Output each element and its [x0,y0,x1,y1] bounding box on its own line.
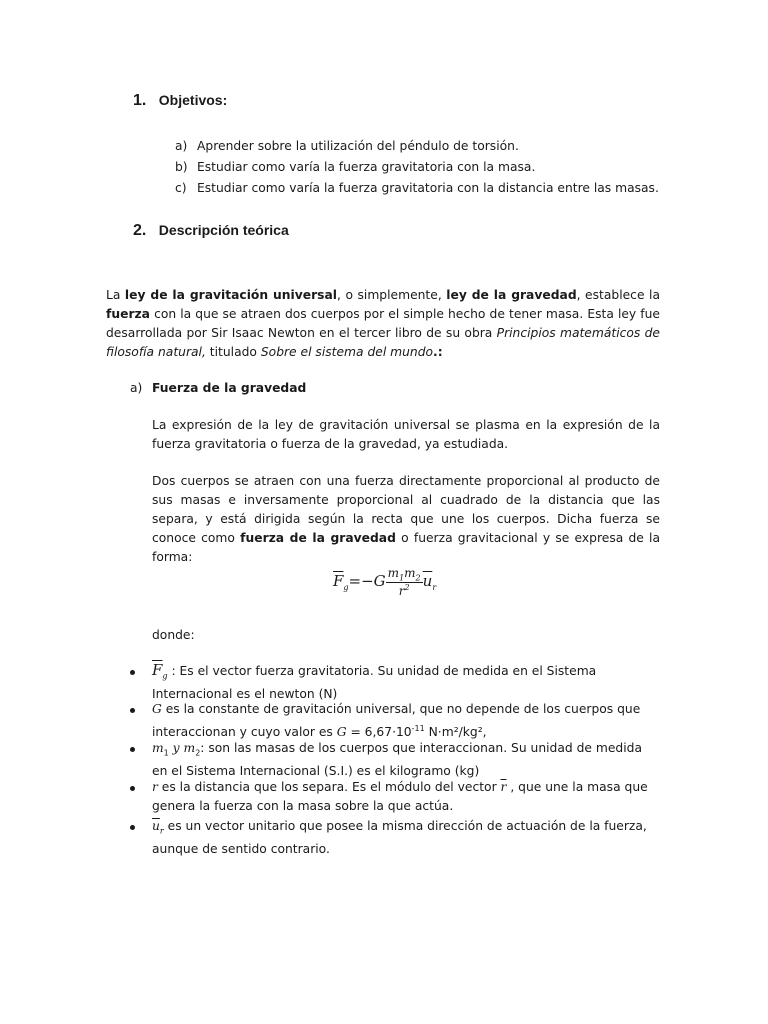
list-item-label: a) [175,139,188,153]
vector-symbol: $\overline{r}$ [500,780,507,794]
symbol: m [152,741,164,755]
bullet-text: = 6,67·10 [346,725,412,740]
formula-sub2: 2 [415,573,421,583]
bullet-text: es la distancia que los separa. Es el módulo del vector [157,780,501,794]
list-item-text: Estudiar como varía la fuerza gravitatoria con la masa. [197,160,536,174]
symbol-subscript: 2 [195,748,201,758]
subsection-title: Fuerza de la gravedad [152,381,307,395]
formula-r: r [398,584,405,599]
symbol-subscript: 1 [163,748,169,758]
intro-bold-term: fuerza [106,307,150,321]
formula-m1: m [387,566,400,580]
formula-numerator [386,566,423,583]
bullet-text: N·m²/kg², [424,725,487,740]
list-item-label: b) [175,160,188,174]
formula-equals-g: =−G [348,572,386,591]
bullet-text: : Es el vector fuerza gravitatoria. Su unidad de medida en el Sistema Internacional es el newton (N) [152,664,597,702]
exponent: -11 [411,724,425,733]
intro-text: La [106,288,121,302]
bullet-text: es la constante de gravitación universal, que no depende de los cuerpos que interaccionan y cuyo valor es [152,702,641,740]
gravity-formula [333,566,436,598]
symbol: $\overline{F}$ [152,661,163,679]
intro-bold-term: ley de la gravedad [446,288,577,302]
symbol: m [183,741,196,755]
donde-label: donde: [152,628,195,642]
formula-sub1: 1 [399,573,405,583]
section-2-heading [133,222,289,240]
formula-fraction [386,566,423,598]
list-item-text: Estudiar como varía la fuerza gravitatoria con la distancia entre las masas. [197,181,659,195]
list-item [175,157,695,178]
subsection-label: a) [130,381,143,395]
symbol: G [336,725,347,740]
section-2-number: 2. [133,222,147,239]
formula-sup2: 2 [404,583,410,593]
formula-m2: m [404,566,416,580]
objectives-list [175,136,695,199]
bullet-text: : son las masas de los cuerpos que interaccionan. Su unidad de medida en el Sistema Internacional (S.I.) es el kilogramo (kg) [152,741,642,779]
section-1-title: Objetivos: [158,92,228,108]
subsection-paragraph-2 [152,472,660,567]
bullet-bold-term: vector unitario [205,819,296,833]
intro-text: , establece la [576,288,660,302]
bullet-marker [130,670,135,675]
bullet-marker [130,747,135,752]
bullet-marker [130,708,135,713]
bullet-item [152,778,660,816]
bullet-item [152,661,660,704]
formula-denominator [386,583,423,598]
bullet-item [152,700,660,742]
paragraph-text: o fuerza gravitacional y se expresa de la forma: [152,531,661,564]
symbol: $\overline{u}$ [152,819,160,833]
section-1-heading [133,92,227,110]
bullet-text: es un [163,819,206,833]
formula-unit-vector: $\overline{u}$ [422,572,433,591]
symbol-subscript: g [162,671,168,681]
list-item [175,178,695,199]
formula-force-symbol: $\overline{F}$ [333,572,344,591]
bullet-marker [130,786,135,791]
paragraph-text: Dos cuerpos se atraen con una fuerza directamente proporcional al producto de sus masas e inversamente proporcional al cuadrado de la distancia que las separa, y está dirigida según la recta que une los cuerpos. Dicha fuerza se conoce como [152,474,660,545]
intro-text: titulado [209,345,257,359]
bullet-text: , que une la masa que genera la fuerza con la masa sobre la que actúa. [152,780,648,813]
intro-bold-term: ley de la gravitación universal [124,288,338,302]
list-item-text: Aprender sobre la utilización del péndulo de torsión. [197,139,519,153]
symbol: G [152,702,162,716]
bullet-item [152,817,660,859]
subsection-paragraph-1: La expresión de la ley de gravitación universal se plasma en la expresión de la fuerza gravitatoria o fuerza de la gravedad, ya estudiada. [152,418,660,451]
section-2-title: Descripción teórica [158,222,289,238]
paragraph-bold-term: fuerza de la gravedad [240,531,396,545]
intro-paragraph [106,286,660,362]
intro-text: .: [433,345,443,359]
bullet-item [152,739,660,781]
list-item [175,136,695,157]
intro-text: con la que se atraen dos cuerpos por el simple hecho de tener masa. Esta ley fue desarrollada por Sir Isaac Newton en el tercer libro de su obra [106,307,660,340]
intro-text: , o simplemente, [337,288,442,302]
bullet-marker [130,825,135,830]
bullet-text: que posee la misma dirección de actuación de la fuerza, aunque de sentido contrario. [152,819,647,857]
intro-italic-title: Principios matemáticos de filosofía natural, [106,326,660,359]
subsection-a-heading [130,379,306,398]
symbol-subscript: r [159,826,164,836]
symbol: r [152,780,158,794]
list-item-label: c) [175,181,187,195]
section-1-number: 1. [133,92,147,109]
intro-italic-title: Sobre el sistema del mundo [260,345,434,359]
formula-subscript-r: r [432,583,437,593]
symbol-connector: y [168,741,184,755]
formula-subscript: g [343,583,349,593]
